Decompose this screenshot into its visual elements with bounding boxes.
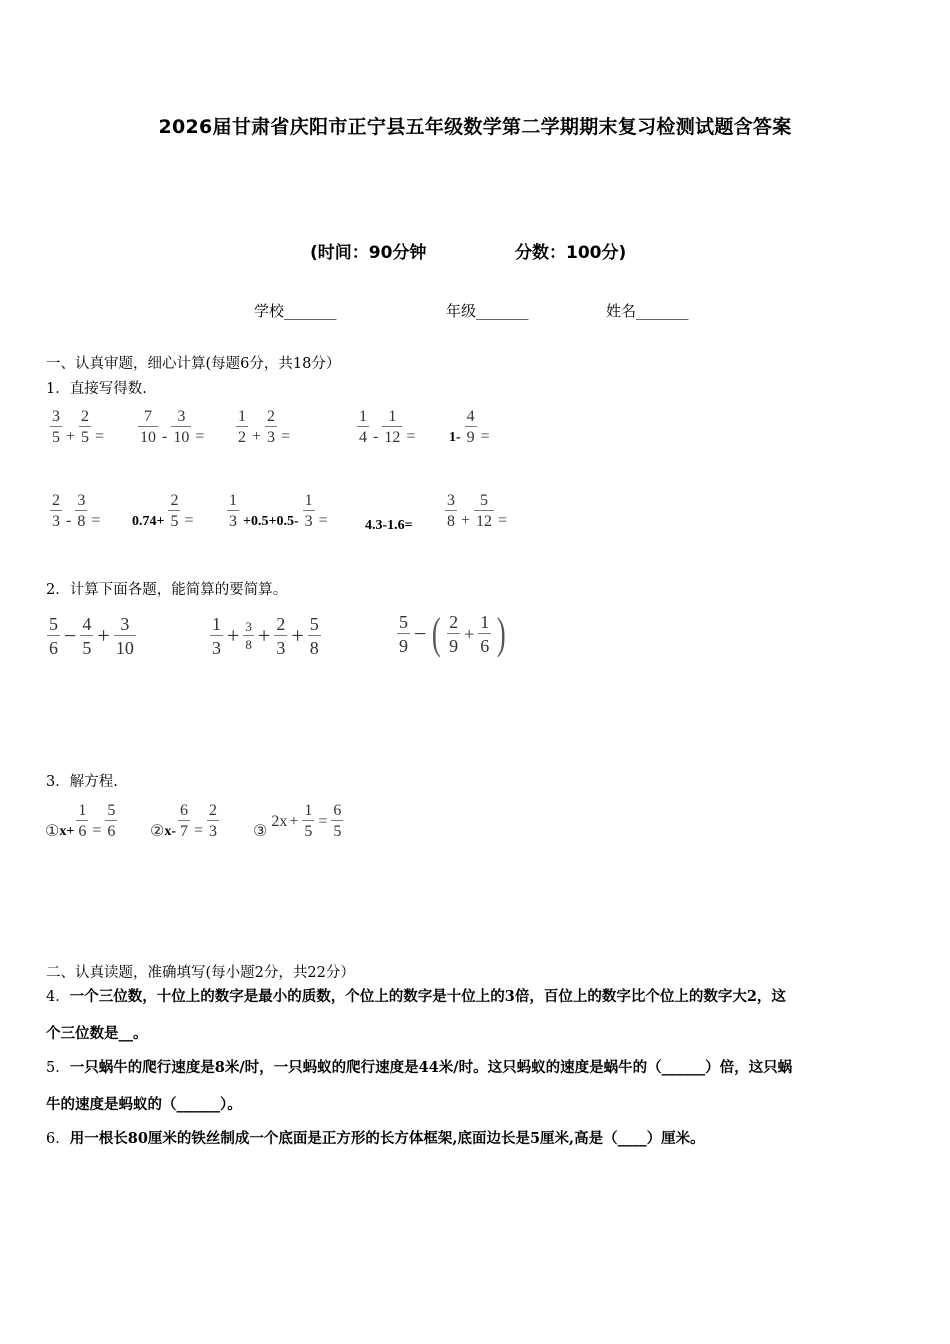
math-symbol: = [498, 511, 508, 529]
q5-text: 一只蜗牛的爬行速度是8米/时，一只蚂蚁的爬行速度是44米/时。这只蚂蚁的速度是蜗牛的（______）倍，这只蜗 [69, 1059, 793, 1076]
q3-equation-3 [253, 802, 345, 842]
q1-item-7 [130, 492, 196, 532]
fraction [478, 612, 491, 656]
math-symbol: − [414, 621, 427, 647]
numerator: 2 [81, 408, 90, 425]
q6-number: 6． [46, 1131, 70, 1147]
math-symbol: + [289, 812, 299, 830]
numerator: 4 [466, 408, 475, 425]
math-symbol: + [464, 623, 475, 644]
numerator: 1 [359, 408, 367, 425]
q4-line-2 [46, 1024, 908, 1044]
math-symbol: = [480, 427, 490, 445]
q1-item-10 [443, 492, 509, 532]
math-symbol: x- [164, 823, 177, 839]
fraction [447, 612, 460, 656]
numerator: 1 [304, 802, 313, 819]
fraction [265, 408, 277, 448]
fraction [168, 492, 180, 532]
q1-item-1 [48, 408, 106, 448]
numerator: 3 [77, 492, 86, 509]
denominator: 5 [80, 635, 93, 659]
denominator: 10 [114, 635, 136, 659]
denominator: 8 [75, 510, 87, 531]
math-symbol: = [184, 511, 194, 529]
denominator: 3 [227, 510, 239, 531]
q5-line-2 [46, 1095, 908, 1115]
math-symbol: = [91, 511, 101, 529]
denominator: 10 [171, 426, 191, 447]
denominator: 5 [168, 510, 180, 531]
math-symbol: = [406, 427, 416, 445]
denominator: 6 [478, 633, 491, 657]
q3-equation-2 [150, 802, 221, 842]
q1-item-2 [136, 408, 206, 448]
numerator: 2 [449, 612, 459, 632]
exam-score: 分数：100分) [515, 243, 627, 263]
denominator: 6 [47, 635, 60, 659]
numerator: 1 [78, 802, 87, 819]
fraction [178, 802, 190, 842]
q2-expr-3 [395, 609, 510, 659]
q4-text: 一个三位数，十位上的数字是最小的质数，个位上的数字是十位上的3倍，百位上的数字比个位上的数字大2，这 [69, 988, 786, 1005]
denominator: 8 [308, 635, 321, 659]
fraction [76, 802, 88, 842]
right-paren: ) [497, 609, 506, 659]
fraction [465, 408, 477, 448]
math-symbol: - [162, 427, 168, 445]
q3-label: 3．解方程. [46, 774, 118, 790]
fraction [308, 614, 321, 658]
q1-item-9 [365, 518, 413, 534]
numerator: 3 [447, 492, 455, 509]
math-symbol: + [252, 427, 262, 445]
denominator: 8 [245, 636, 252, 652]
numerator: 2 [52, 492, 60, 509]
numerator: 3 [245, 618, 252, 634]
left-paren: ( [432, 609, 442, 659]
denominator: 3 [274, 635, 287, 659]
numerator: 1 [480, 612, 490, 632]
section1-heading: 一、认真审题，细心计算(每题6分，共18分） [46, 356, 341, 372]
math-symbol: x+ [59, 823, 75, 839]
numerator: 7 [144, 408, 152, 425]
denominator: 5 [79, 426, 91, 447]
section2-heading: 二、认真读题，准确填写(每小题2分，共22分） [46, 965, 355, 981]
fraction [227, 492, 239, 532]
exam-time: (时间：90分钟 [310, 243, 427, 263]
numerator: 2 [267, 408, 276, 425]
math-symbol: 2x [271, 812, 288, 830]
fraction [474, 492, 494, 532]
fraction [445, 492, 457, 532]
fraction [79, 408, 91, 448]
fraction [171, 408, 191, 448]
numerator: 5 [107, 802, 116, 819]
denominator: 3 [265, 426, 277, 447]
math-symbol: + [461, 511, 471, 529]
numerator: 1 [388, 408, 397, 425]
math-symbol: + [66, 427, 76, 445]
math-symbol: 1- [449, 429, 461, 445]
denominator: 5 [302, 820, 314, 841]
fraction [382, 408, 402, 448]
math-symbol: ① [45, 822, 60, 840]
math-symbol: + [257, 623, 271, 649]
q4-text-cont: 个三位数是__。 [46, 1025, 148, 1042]
denominator: 6 [105, 820, 117, 841]
numerator: 3 [52, 408, 60, 425]
fraction [47, 614, 60, 658]
math-symbol: + [227, 623, 240, 649]
numerator: 3 [120, 614, 130, 634]
denominator: 4 [357, 426, 369, 447]
fraction [105, 802, 117, 842]
q1-item-5 [447, 408, 492, 448]
denominator: 3 [50, 510, 62, 531]
q2-expr-1 [45, 614, 138, 658]
math-symbol: + [291, 623, 304, 649]
numerator: 1 [304, 492, 313, 509]
q1-item-4 [355, 408, 417, 448]
numerator: 6 [333, 802, 342, 819]
denominator: 9 [465, 426, 477, 447]
q1-item-6 [48, 492, 102, 532]
q1-item-3 [234, 408, 292, 448]
q6-line-1 [46, 1129, 908, 1149]
q5-number: 5． [46, 1060, 70, 1076]
fraction [80, 614, 93, 658]
fraction [207, 802, 219, 842]
math-symbol: = [281, 427, 291, 445]
denominator: 3 [303, 510, 315, 531]
q5-line-1 [46, 1058, 908, 1078]
fraction [357, 408, 369, 448]
math-symbol: + [97, 623, 110, 649]
q2-expr-2 [208, 614, 323, 658]
numerator: 1 [212, 614, 221, 634]
q5-text-cont: 牛的速度是蚂蚁的（______）。 [46, 1096, 242, 1113]
fraction [331, 802, 343, 842]
q3-equation-1 [45, 802, 119, 842]
math-symbol: = [318, 511, 328, 529]
fraction [236, 408, 248, 448]
q1-label: 1．直接写得数. [46, 381, 147, 397]
denominator: 9 [447, 633, 460, 657]
fraction [302, 802, 314, 842]
fraction [210, 614, 223, 658]
school-field[interactable]: 学校_______ [254, 302, 337, 320]
math-symbol: − [64, 623, 77, 649]
q2-label: 2．计算下面各题，能简算的要简算。 [46, 582, 288, 598]
fraction [274, 614, 287, 658]
numerator: 5 [399, 612, 408, 632]
q1-item-8 [225, 492, 330, 532]
q4-line-1 [46, 987, 908, 1007]
fraction [243, 620, 254, 653]
fraction [303, 492, 315, 532]
math-symbol: 0.74+ [132, 513, 165, 529]
fraction [50, 408, 62, 448]
numerator: 5 [309, 614, 319, 634]
denominator: 10 [138, 426, 158, 447]
math-symbol: = [318, 812, 328, 830]
denominator: 2 [236, 426, 248, 447]
numerator: 1 [229, 492, 237, 509]
math-symbol: ③ [253, 822, 268, 840]
numerator: 1 [238, 408, 246, 425]
numerator: 2 [170, 492, 179, 509]
fraction [50, 492, 62, 532]
fraction [75, 492, 87, 532]
numerator: 2 [276, 614, 286, 634]
math-symbol: = [194, 821, 204, 839]
q4-number: 4． [46, 989, 70, 1005]
denominator: 5 [50, 426, 62, 447]
denominator: 6 [76, 820, 88, 841]
math-symbol: - [373, 427, 379, 445]
name-field[interactable]: 姓名_______ [606, 302, 689, 320]
denominator: 8 [445, 510, 457, 531]
denominator: 9 [397, 633, 410, 657]
fraction [397, 612, 410, 656]
math-symbol: 4.3-1.6= [365, 518, 413, 533]
q6-text: 用一根长80厘米的铁丝制成一个底面是正方形的长方体框架,底面边长是5厘米,高是（____）厘米。 [69, 1130, 705, 1147]
numerator: 2 [209, 802, 218, 819]
denominator: 7 [178, 820, 190, 841]
grade-field[interactable]: 年级_______ [446, 302, 529, 320]
denominator: 5 [331, 820, 343, 841]
denominator: 12 [382, 426, 402, 447]
denominator: 12 [474, 510, 494, 531]
numerator: 5 [49, 614, 58, 634]
math-symbol: ② [150, 822, 165, 840]
math-symbol: - [66, 511, 72, 529]
math-symbol: = [92, 821, 102, 839]
math-symbol: +0.5+0.5- [243, 513, 299, 529]
numerator: 4 [82, 614, 92, 634]
math-symbol: = [95, 427, 105, 445]
fraction [114, 614, 136, 658]
numerator: 3 [177, 408, 186, 425]
denominator: 3 [207, 820, 219, 841]
math-symbol: = [195, 427, 205, 445]
page-title: 2026届甘肃省庆阳市正宁县五年级数学第二学期期末复习检测试题含答案 [158, 116, 792, 138]
fraction [138, 408, 158, 448]
numerator: 5 [480, 492, 489, 509]
numerator: 6 [180, 802, 189, 819]
denominator: 3 [210, 635, 223, 659]
